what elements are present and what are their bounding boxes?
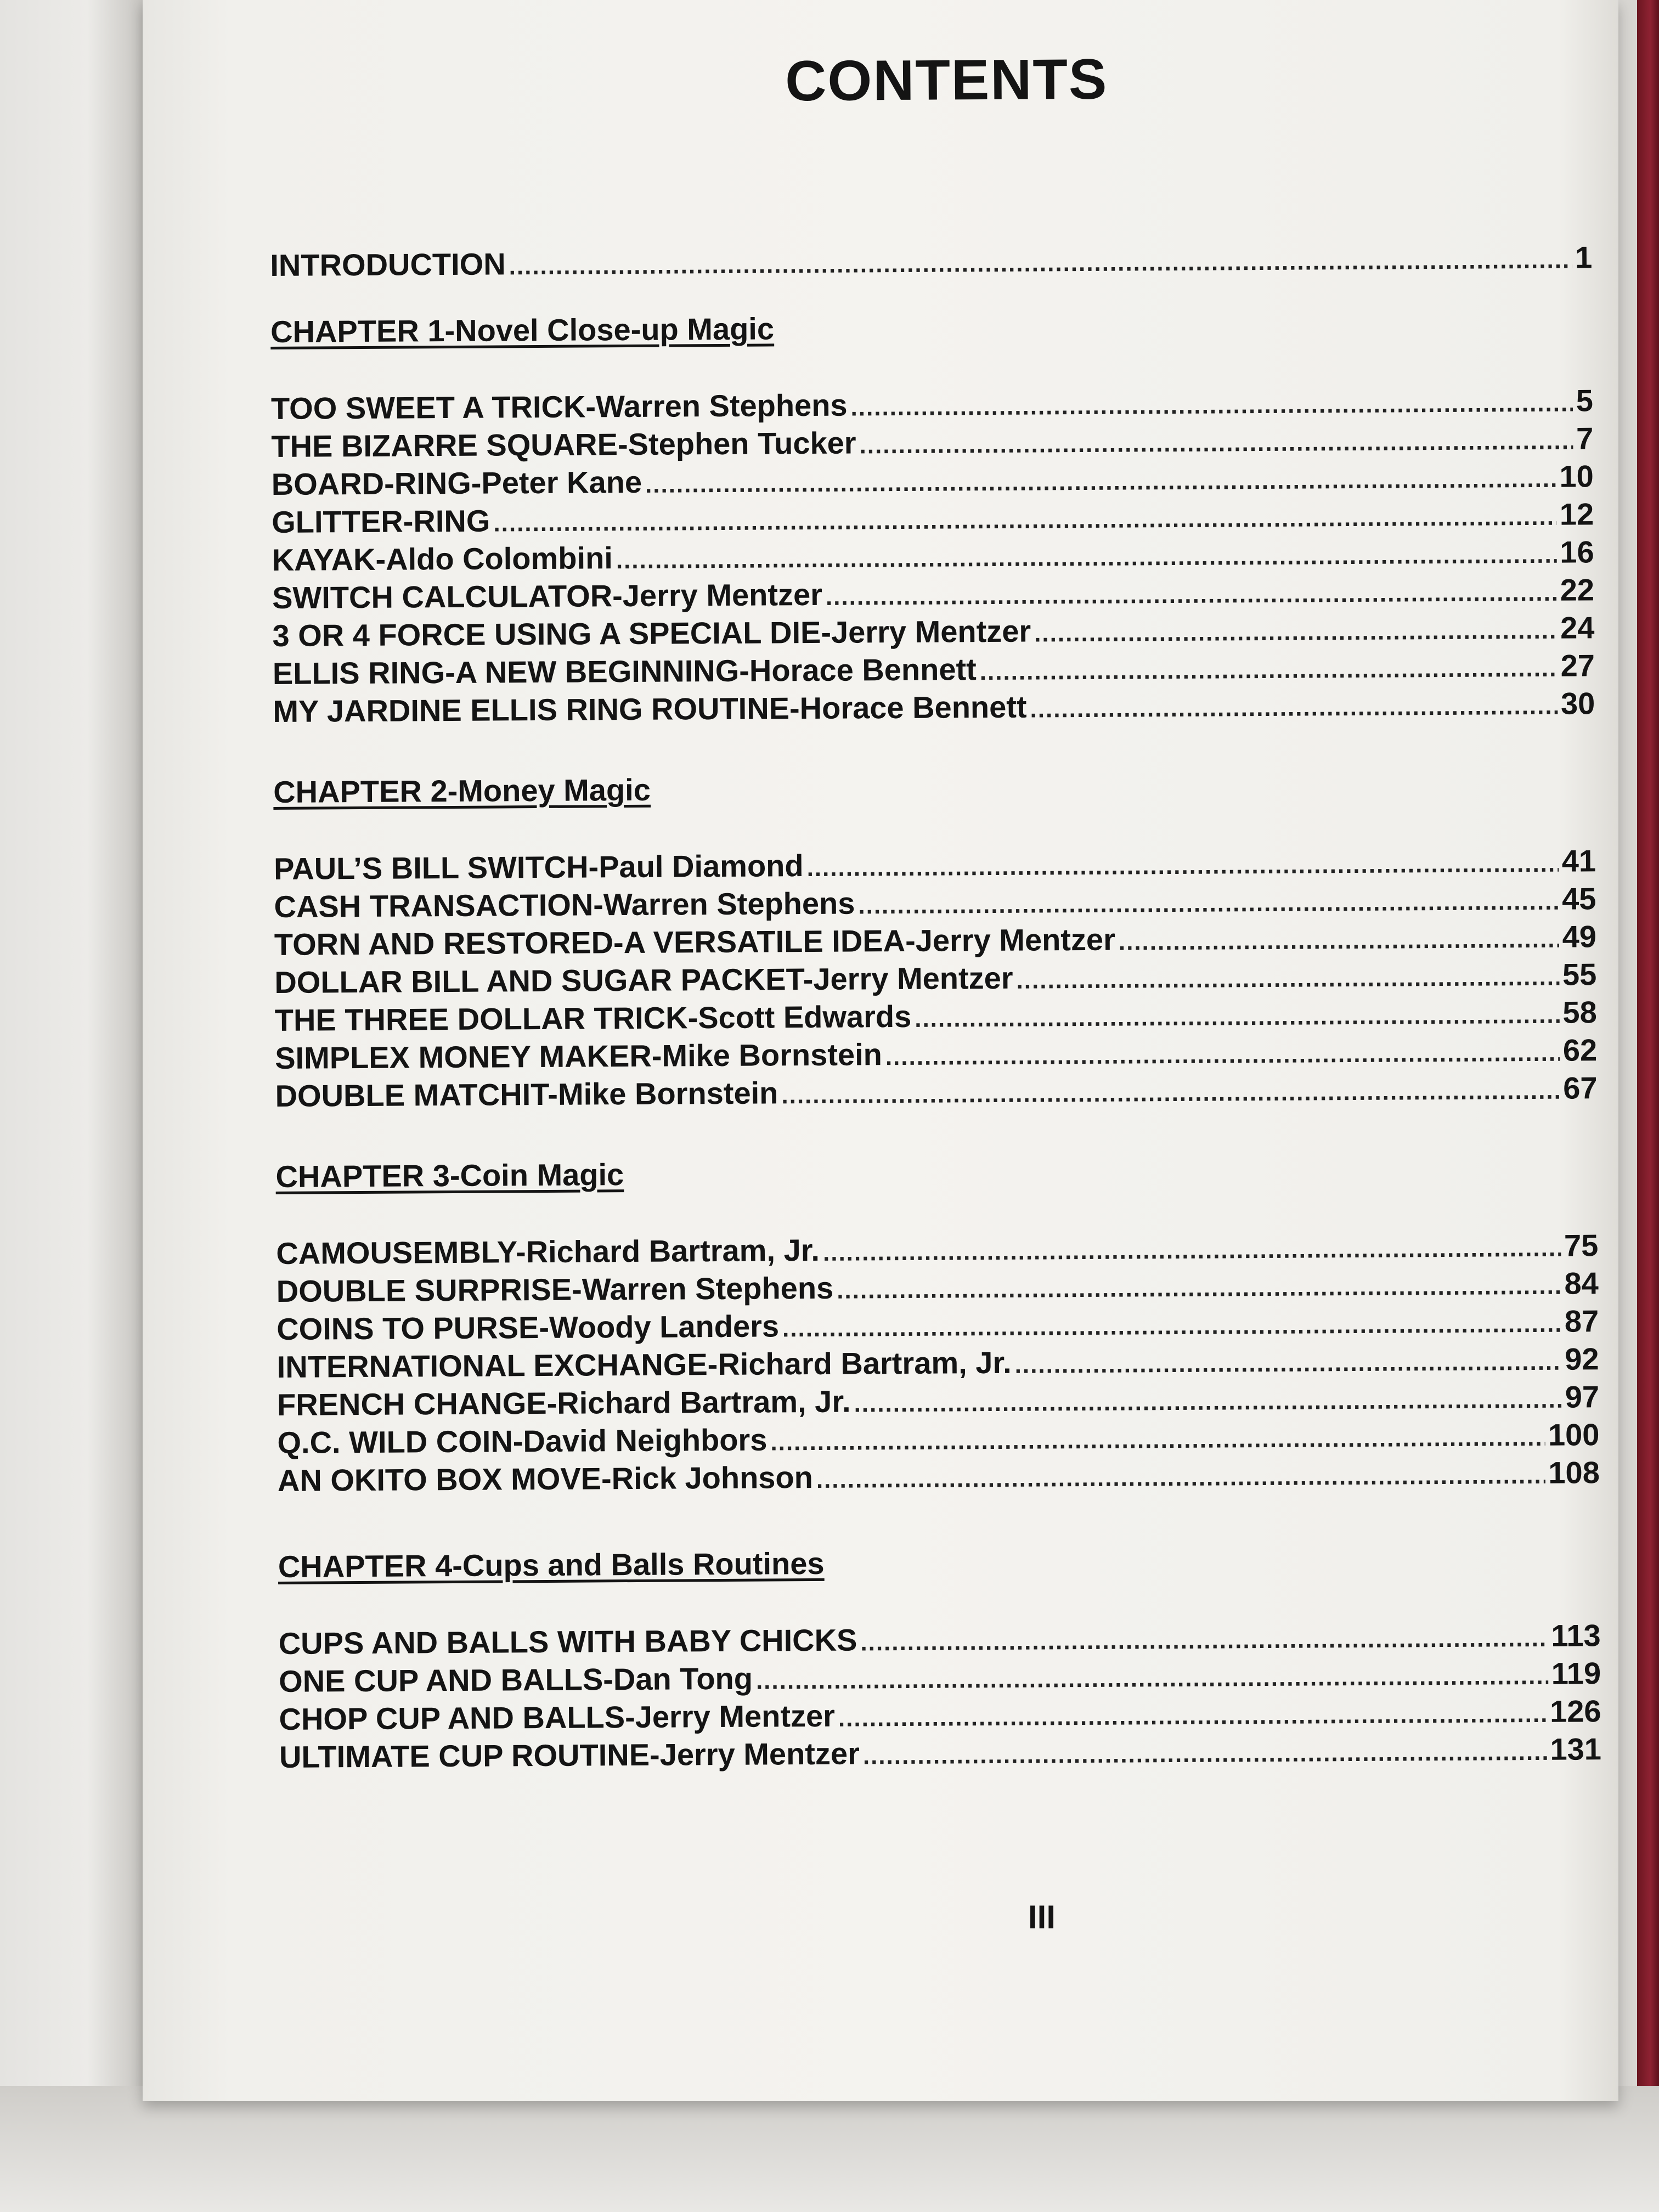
entry-label: DOUBLE SURPRISE-Warren Stephens [276, 1270, 834, 1308]
toc-entry [276, 1302, 1599, 1348]
entry-page-number: 126 [1549, 1694, 1601, 1729]
toc-entry [272, 457, 1594, 503]
entry-page-number: 131 [1550, 1731, 1602, 1767]
dot-leader [980, 650, 1558, 691]
toc-entry [275, 993, 1597, 1039]
entry-label: ONE CUP AND BALLS-Dan Tong [278, 1661, 753, 1699]
entry-page-number: 41 [1561, 843, 1596, 878]
entry-label: Q.C. WILD COIN-David Neighbors [277, 1422, 768, 1460]
entry-label: BOARD-RING-Peter Kane [271, 464, 642, 501]
dot-leader [1014, 1343, 1561, 1384]
entry-page-number: 45 [1561, 881, 1596, 916]
dot-leader [756, 1657, 1548, 1700]
entry-page-number: 58 [1562, 995, 1597, 1030]
entry-page-number: 1 [1575, 240, 1593, 275]
entry-label: TOO SWEET A TRICK-Warren Stephens [270, 387, 848, 426]
entry-page-number: 27 [1560, 648, 1595, 683]
page-title: CONTENTS [785, 47, 1108, 114]
entry-label: COINS TO PURSE-Woody Landers [276, 1308, 780, 1346]
toc-entry [279, 1654, 1601, 1700]
dot-leader [826, 574, 1557, 616]
dot-leader [915, 996, 1560, 1038]
dot-leader [823, 1229, 1561, 1272]
entry-label: THE THREE DOLLAR TRICK-Scott Edwards [274, 998, 912, 1037]
facing-page-edge [0, 0, 159, 2212]
dot-leader [837, 1267, 1561, 1310]
entry-label: ULTIMATE CUP ROUTINE-Jerry Mentzer [279, 1736, 860, 1774]
entry-label: PAUL’S BILL SWITCH-Paul Diamond [273, 848, 804, 886]
dot-leader [781, 1072, 1560, 1115]
entry-page-number: 5 [1576, 383, 1594, 418]
toc-entry [279, 1616, 1601, 1662]
entry-page-number: 22 [1560, 572, 1595, 607]
toc-entry [274, 842, 1596, 888]
entry-page-number: 16 [1560, 534, 1594, 569]
toc-entry [272, 495, 1594, 541]
entry-label: AN OKITO BOX MOVE-Rick Johnson [277, 1459, 814, 1498]
entry-label: CHOP CUP AND BALLS-Jerry Mentzer [279, 1698, 836, 1736]
dot-leader [863, 1733, 1547, 1775]
dot-leader [1030, 687, 1558, 729]
dot-leader [838, 1695, 1547, 1737]
toc-entry [274, 879, 1596, 926]
dot-leader [806, 845, 1559, 887]
entry-page-number: 30 [1560, 686, 1595, 721]
dot-leader [645, 460, 1556, 504]
toc-entry [272, 608, 1594, 654]
dot-leader [616, 536, 1557, 579]
toc-entry [276, 1340, 1599, 1386]
dot-leader [885, 1034, 1560, 1076]
dot-leader [860, 1620, 1548, 1662]
entry-page-number: 119 [1551, 1656, 1601, 1691]
entry-page-number: 67 [1563, 1070, 1598, 1105]
book-page [143, 0, 1618, 2101]
entry-label: THE BIZARRE SQUARE-Stephen Tucker [271, 425, 856, 464]
entry-label: DOUBLE MATCHIT-Mike Bornstein [275, 1075, 778, 1113]
dot-leader [493, 498, 1556, 543]
entry-page-number: 84 [1564, 1266, 1599, 1301]
entry-label: CAMOUSEMBLY-Richard Bartram, Jr. [276, 1232, 820, 1271]
toc-entry [277, 1378, 1599, 1424]
dot-leader [770, 1419, 1545, 1462]
entry-page-number: 12 [1559, 496, 1594, 532]
table-surface [0, 2086, 1659, 2212]
entry-label: SIMPLEX MONEY MAKER-Mike Bornstein [275, 1037, 883, 1075]
chapter-heading: CHAPTER 4-Cups and Balls Routines [278, 1545, 825, 1584]
chapter-section [270, 304, 1595, 730]
toc-entry [276, 1264, 1599, 1310]
chapter-section [273, 765, 1598, 1115]
toc-entry [275, 1069, 1597, 1115]
toc-entry [272, 571, 1594, 617]
entry-label: DOLLAR BILL AND SUGAR PACKET-Jerry Mentzer [274, 960, 1013, 1000]
chapter-list [270, 304, 1601, 1776]
entry-page-number: 100 [1548, 1417, 1600, 1452]
toc-entry [273, 684, 1595, 730]
toc-entry [274, 955, 1596, 1001]
toc-entry [271, 419, 1593, 465]
dot-leader [782, 1305, 1561, 1348]
page-folio: III [1028, 1899, 1056, 1936]
toc-entry [275, 1031, 1597, 1077]
chapter-section [278, 1539, 1601, 1776]
dot-leader [1016, 958, 1559, 1000]
table-of-contents [269, 44, 1602, 1819]
entry-label: INTERNATIONAL EXCHANGE-Richard Bartram, Jr. [276, 1345, 1012, 1384]
entry-label: FRENCH CHANGE-Richard Bartram, Jr. [276, 1384, 851, 1422]
entry-page-number: 62 [1562, 1032, 1598, 1068]
entry-label: KAYAK-Aldo Colombini [272, 540, 613, 577]
entry-label: INTRODUCTION [270, 246, 506, 283]
toc-entry [278, 1453, 1600, 1499]
entry-page-number: 55 [1562, 957, 1597, 992]
entry-page-number: 7 [1576, 421, 1594, 456]
entry-label: CUPS AND BALLS WITH BABY CHICKS [278, 1622, 857, 1661]
dot-leader [858, 883, 1559, 925]
dot-leader [850, 384, 1573, 426]
entry-label: CASH TRANSACTION-Warren Stephens [274, 885, 855, 924]
chapter-heading: CHAPTER 3-Coin Magic [275, 1157, 624, 1194]
entry-label: GLITTER-RING [272, 503, 490, 539]
entry-page-number: 92 [1565, 1341, 1599, 1376]
toc-entry [279, 1692, 1601, 1738]
dot-leader [854, 1381, 1562, 1423]
chapter-heading: CHAPTER 2-Money Magic [273, 772, 651, 809]
entry-label: SWITCH CALCULATOR-Jerry Mentzer [272, 577, 823, 615]
entry-label: MY JARDINE ELLIS RING ROUTINE-Horace Bennett [273, 689, 1027, 729]
toc-entry [271, 381, 1593, 427]
toc-entry-introduction [270, 238, 1592, 284]
dot-leader [816, 1457, 1545, 1499]
chapter-section [275, 1149, 1600, 1499]
entry-page-number: 113 [1551, 1618, 1601, 1653]
entry-page-number: 97 [1565, 1379, 1600, 1414]
entry-page-number: 24 [1560, 610, 1595, 645]
dot-leader [509, 241, 1572, 285]
toc-entry [276, 1226, 1598, 1272]
entry-page-number: 108 [1548, 1455, 1600, 1490]
entry-page-number: 75 [1564, 1228, 1599, 1263]
entry-label: 3 OR 4 FORCE USING A SPECIAL DIE-Jerry Mentzer [272, 613, 1031, 653]
entry-page-number: 10 [1559, 459, 1594, 494]
entry-label: ELLIS RING-A NEW BEGINNING-Horace Bennett [272, 652, 977, 691]
toc-entry [277, 1415, 1599, 1462]
toc-entry [272, 533, 1594, 579]
toc-entry [279, 1730, 1601, 1776]
dot-leader [1119, 921, 1559, 961]
dot-leader [859, 422, 1573, 464]
toc-entry [274, 917, 1596, 963]
toc-entry [273, 646, 1595, 692]
entry-page-number: 49 [1562, 919, 1597, 954]
chapter-heading: CHAPTER 1-Novel Close-up Magic [270, 311, 775, 349]
book-cover-edge [1637, 0, 1659, 2123]
entry-page-number: 87 [1564, 1304, 1599, 1339]
entry-label: TORN AND RESTORED-A VERSATILE IDEA-Jerry Mentzer [274, 922, 1116, 962]
dot-leader [1034, 612, 1557, 653]
